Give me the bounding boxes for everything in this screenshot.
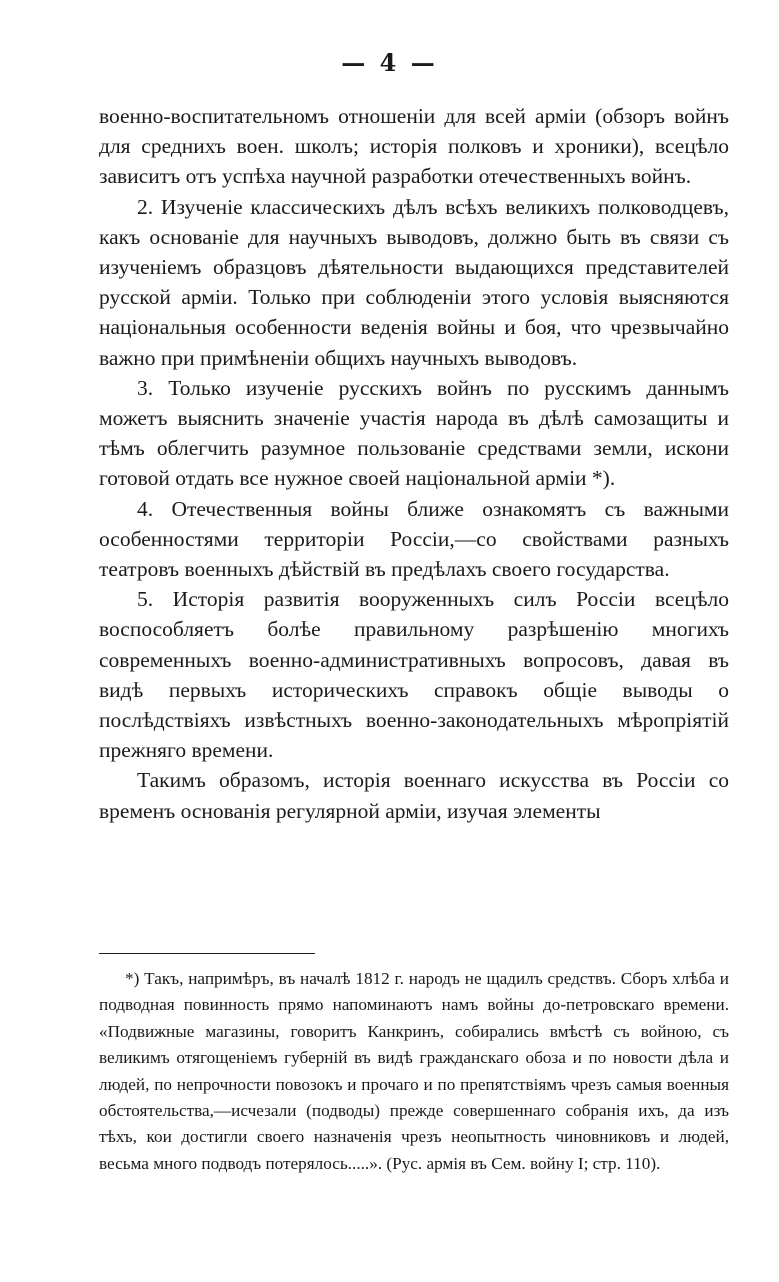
footnote — [99, 966, 729, 1177]
footnote-text: *) Такъ, напримѣръ, въ началѣ 1812 г. народъ не щадилъ средствъ. Сборъ хлѣба и подводная повинность прямо напоминаютъ намъ войны до-петровскаго времени. «Подвижные магазины, говоритъ Канкринъ, собирались вмѣстѣ съ войною, съ великимъ отягощеніемъ губерній въ видѣ гражданскаго обоза и по новости дѣла и людей, по непрочности повозокъ и прочаго и по препятствіямъ чрезъ самыя военныя обстоятельства,—исчезали (подводы) прежде совершеннаго собранія ихъ, да изъ тѣхъ, кои достигли своего назначенія чрезъ неопытность чиновниковъ и людей, весьма много подводъ потерялось.....». (Рус. армія въ Сем. войну I; стр. 110). — [99, 969, 729, 1173]
paragraph-continuation: военно-воспитательномъ отношеніи для всей арміи (обзоръ войнъ для среднихъ воен. школъ; исторія полковъ и хроники), всецѣло зависитъ отъ успѣха научной разработки отечественныхъ войнъ. — [99, 104, 729, 189]
main-text — [99, 101, 729, 826]
paragraph-point-5: 5. Исторія развитія вооруженныхъ силъ Россіи всецѣло воспособляетъ болѣе правильному разрѣшенію многихъ современныхъ военно-административныхъ вопросовъ, давая въ видѣ первыхъ историческихъ справокъ общіе выводы о послѣдствіяхъ извѣстныхъ военно-законодательныхъ мѣропріятій прежняго времени. — [99, 587, 729, 763]
paragraph-point-2: 2. Изученіе классическихъ дѣлъ всѣхъ великихъ полководцевъ, какъ основаніе для научныхъ выводовъ, должно быть въ связи съ изученіемъ образцовъ дѣятельности выдающихся представителей русской арміи. Только при соблюденіи этого условія выясняются національныя особенности веденія войны и боя, что чрезвычайно важно при примѣненіи общихъ научныхъ выводовъ. — [99, 194, 729, 370]
footnote-divider — [99, 953, 315, 954]
paragraph-point-3: 3. Только изученіе русскихъ войнъ по русскимъ даннымъ можетъ выяснить значеніе участія народа въ дѣлѣ самозащиты и тѣмъ облегчить разумное пользованіе средствами земли, искони готовой отдать все нужное своей національной арміи *). — [99, 375, 729, 491]
paragraph-conclusion: Такимъ образомъ, исторія военнаго искусства въ Россіи со временъ основанія регулярной арміи, изучая элементы — [99, 768, 729, 823]
paragraph-point-4: 4. Отечественныя войны ближе ознакомятъ съ важными особенностями территоріи Россіи,—со свойствами разныхъ театровъ военныхъ дѣйствій въ предѣлахъ своего государства. — [99, 496, 729, 582]
page-number: — 4 — — [341, 48, 438, 77]
